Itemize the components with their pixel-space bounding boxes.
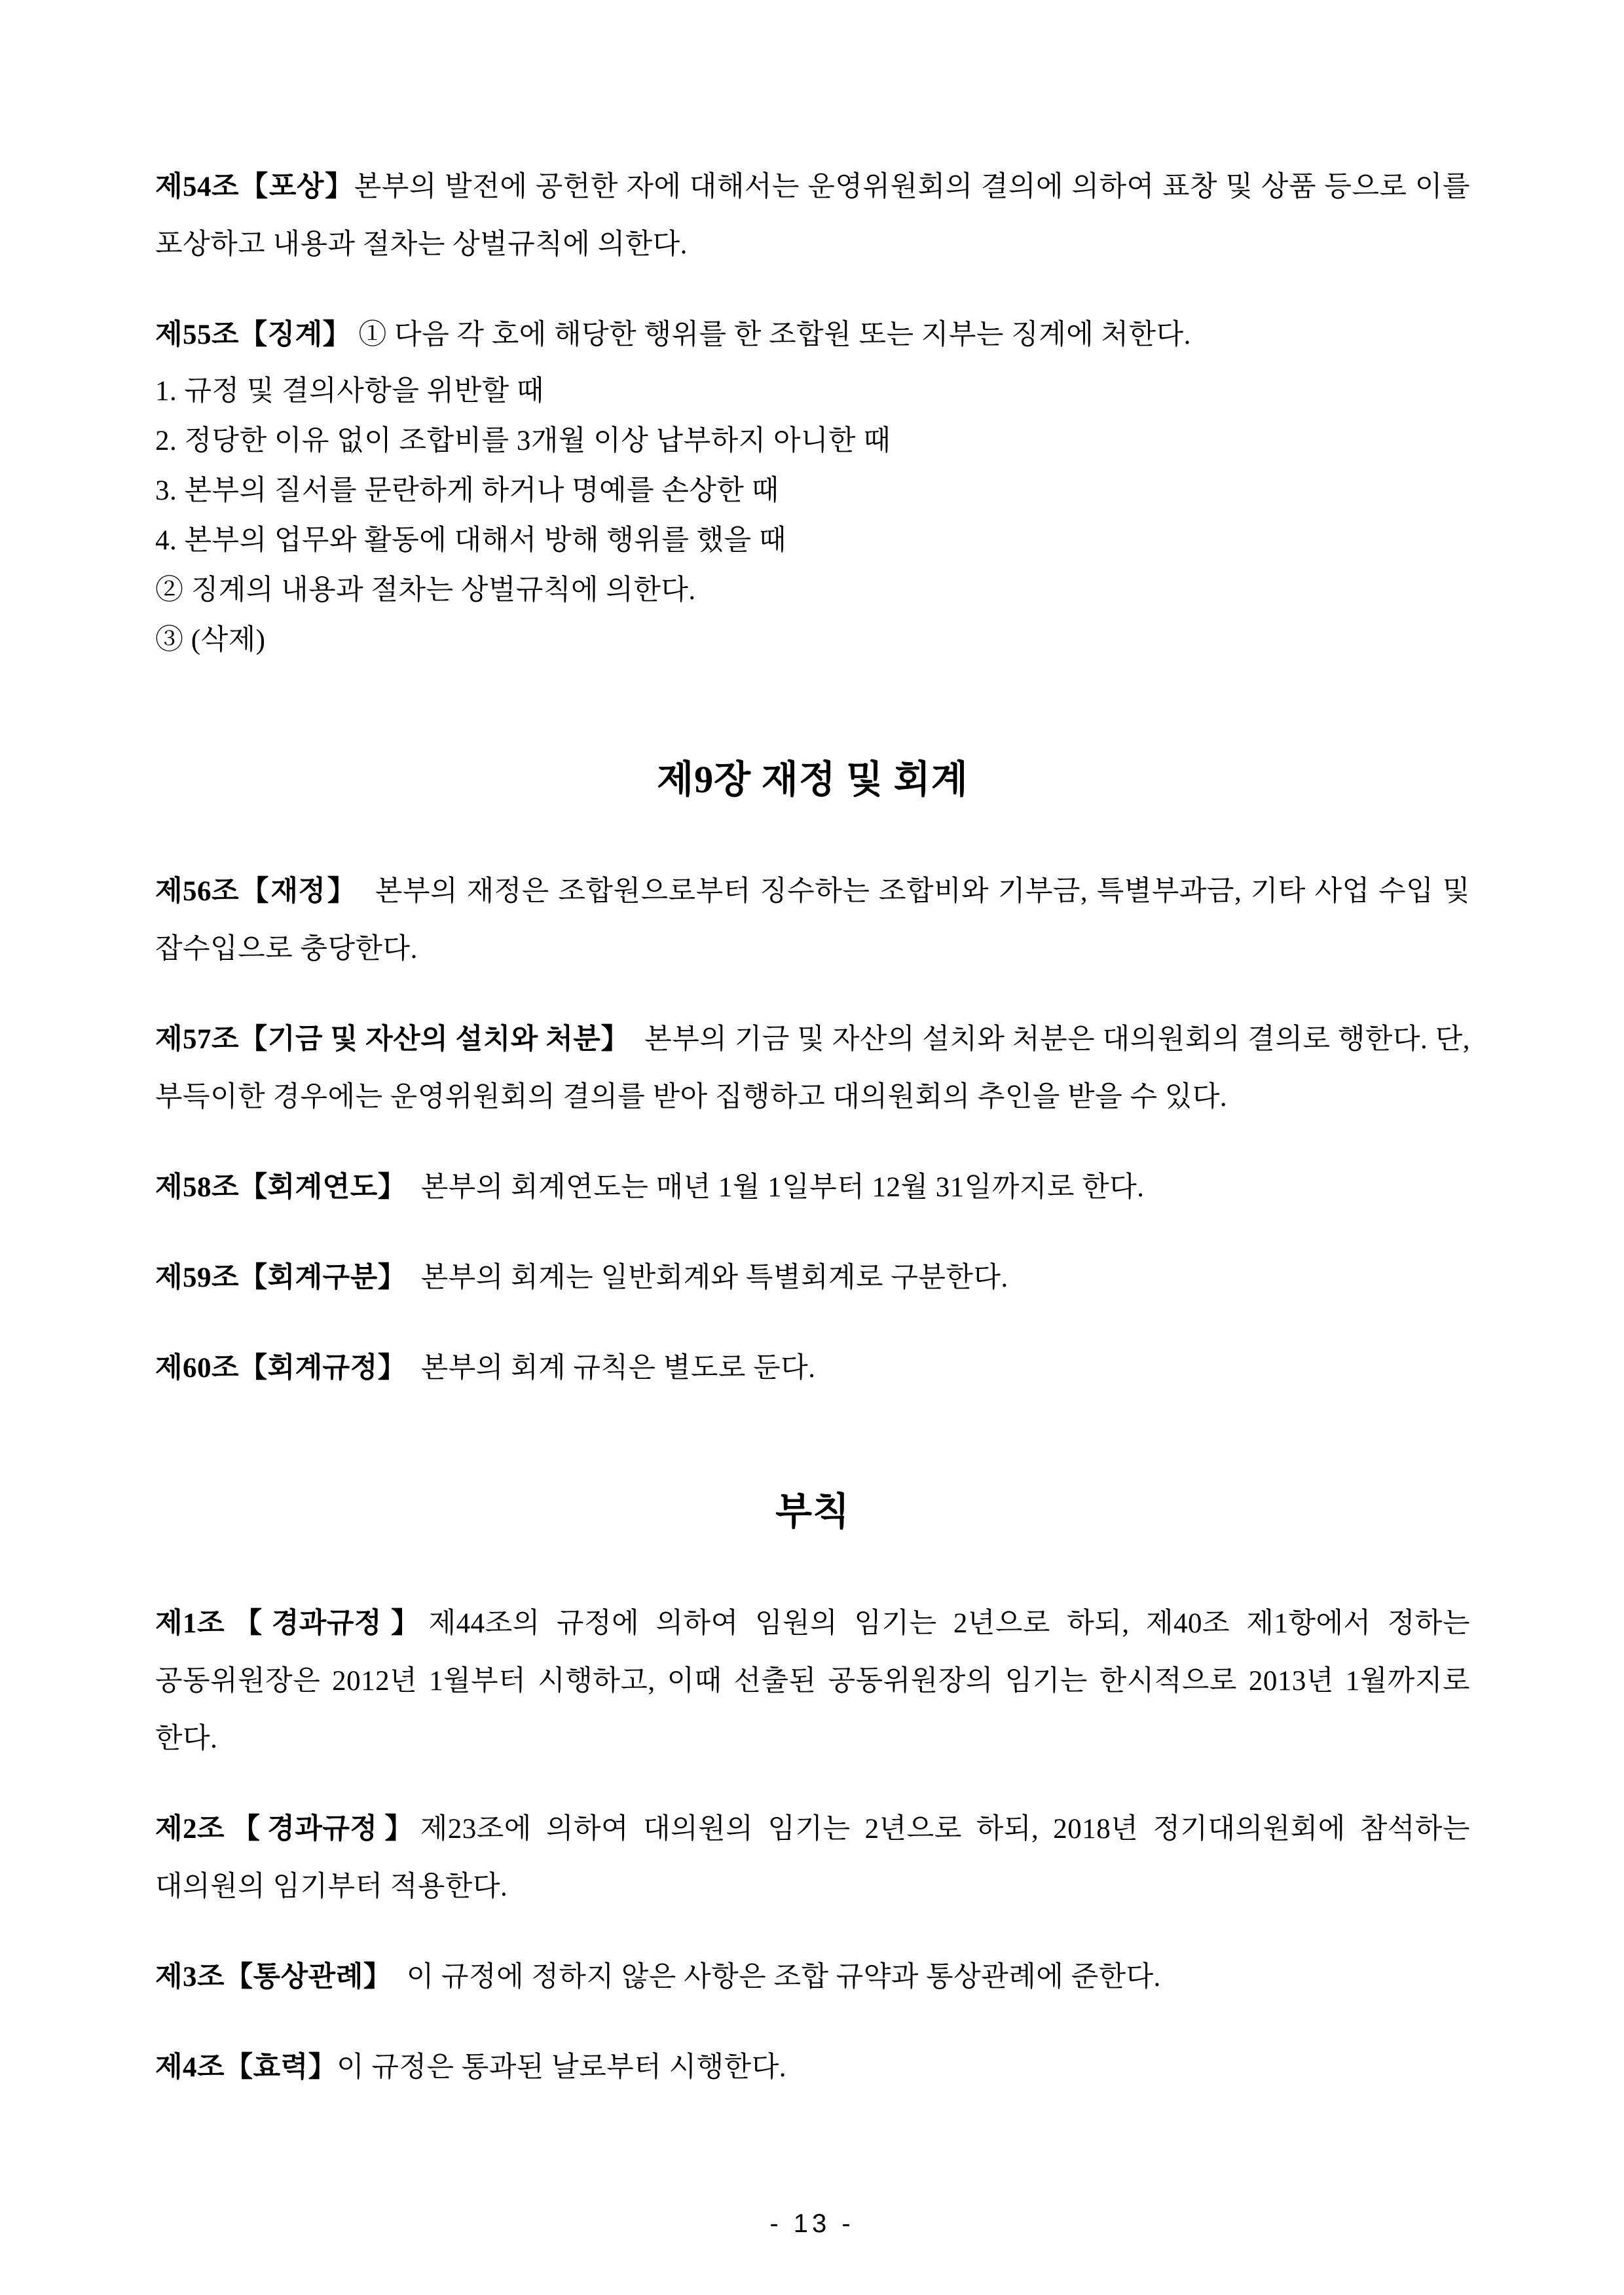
article-58 bbox=[155, 1159, 1470, 1217]
addendum-article-4-paragraph bbox=[155, 2039, 1470, 2097]
article-57 bbox=[155, 1011, 1470, 1126]
addendum-article-2-body: 제23조에 의하여 대의원의 임기는 2년으로 하되, 2018년 정기대의원회에 참석하는 대의원의 임기부터 적용한다. bbox=[155, 1814, 1470, 1902]
addendum-title: 부칙 bbox=[775, 1490, 851, 1533]
article-55-clause-sub2: ② 징계의 내용과 절차는 상벌규칙에 의한다. bbox=[155, 575, 696, 606]
addendum-article-1-heading: 제1조【경과규정】 bbox=[155, 1608, 429, 1639]
article-55-clause-2: 2. 정당한 이유 없이 조합비를 3개월 이상 납부하지 아니한 때 bbox=[155, 426, 891, 456]
article-55-clause-3: 3. 본부의 질서를 문란하게 하거나 명예를 손상한 때 bbox=[155, 475, 779, 506]
article-58-heading: 제58조【회계연도】 bbox=[155, 1172, 407, 1203]
article-55-clause-1: 1. 규정 및 결의사항을 위반할 때 bbox=[155, 376, 544, 407]
article-55-clause-4: 4. 본부의 업무와 활동에 대해서 방해 행위를 했을 때 bbox=[155, 525, 787, 556]
article-57-heading: 제57조【기금 및 자산의 설치와 처분】 bbox=[155, 1024, 630, 1055]
article-59-paragraph bbox=[155, 1249, 1470, 1307]
addendum-article-2-heading: 제2조【경과규정】 bbox=[155, 1814, 420, 1845]
article-58-paragraph bbox=[155, 1159, 1470, 1217]
article-59-heading: 제59조【회계구분】 bbox=[155, 1262, 407, 1293]
article-59 bbox=[155, 1249, 1470, 1307]
article-56-heading: 제56조【재정】 bbox=[155, 876, 358, 907]
article-54-body: 본부의 발전에 공헌한 자에 대해서는 운영위원회의 결의에 의하여 표창 및 상품 등으로 이를 포상하고 내용과 절차는 상벌규칙에 의한다. bbox=[155, 172, 1470, 260]
addendum-article-3-body: 이 규정에 정하지 않은 사항은 조합 규약과 통상관례에 준한다. bbox=[392, 1962, 1161, 1992]
article-57-body: 본부의 기금 및 자산의 설치와 처분은 대의원회의 결의로 행한다. 단, 부득이한 경우에는 운영위원회의 결의를 받아 집행하고 대의원회의 추인을 받을 수 있다. bbox=[155, 1024, 1470, 1112]
article-60-body: 본부의 회계 규칙은 별도로 둔다. bbox=[406, 1353, 816, 1384]
addendum-article-2 bbox=[155, 1801, 1470, 1916]
article-56-body: 본부의 재정은 조합원으로부터 징수하는 조합비와 기부금, 특별부과금, 기타 사업 수입 및 잡수입으로 충당한다. bbox=[155, 876, 1470, 964]
page-number: - 13 - bbox=[769, 2209, 855, 2238]
addendum-article-3-paragraph bbox=[155, 1949, 1470, 2006]
article-55-heading: 제55조【징계】 bbox=[155, 320, 352, 350]
article-60 bbox=[155, 1340, 1470, 1397]
article-54-heading: 제54조【포상】 bbox=[155, 172, 354, 202]
article-56-paragraph bbox=[155, 863, 1470, 978]
article-56 bbox=[155, 863, 1470, 978]
article-60-paragraph bbox=[155, 1340, 1470, 1397]
addendum-article-3-heading: 제3조【통상관례】 bbox=[155, 1962, 392, 1992]
article-55 bbox=[155, 306, 1470, 665]
article-54-paragraph bbox=[155, 158, 1470, 274]
article-58-body: 본부의 회계연도는 매년 1월 1일부터 12월 31일까지로 한다. bbox=[406, 1172, 1145, 1203]
addendum-article-1 bbox=[155, 1595, 1470, 1768]
article-54 bbox=[155, 158, 1470, 274]
article-55-clause-sub3: ③ (삭제) bbox=[155, 625, 266, 655]
addendum-article-2-paragraph bbox=[155, 1801, 1470, 1916]
article-59-body: 본부의 회계는 일반회계와 특별회계로 구분한다. bbox=[406, 1262, 1008, 1293]
addendum-article-4 bbox=[155, 2039, 1470, 2097]
addendum-article-1-body: 제44조의 규정에 의하여 임원의 임기는 2년으로 하되, 제40조 제1항에서 정하는 공동위원장은 2012년 1월부터 시행하고, 이때 선출된 공동위원장의 임기는 한시적으로 2013년 1월까지로 한다. bbox=[155, 1608, 1470, 1754]
addendum-article-4-heading: 제4조【효력】 bbox=[155, 2052, 337, 2083]
article-55-paragraph bbox=[155, 306, 1470, 364]
chapter-9-title: 제9장 재정 및 회계 bbox=[657, 758, 969, 801]
addendum-article-3 bbox=[155, 1949, 1470, 2006]
addendum-article-1-paragraph bbox=[155, 1595, 1470, 1768]
article-60-heading: 제60조【회계규정】 bbox=[155, 1353, 407, 1384]
article-55-body: ① 다음 각 호에 해당한 행위를 한 조합원 또는 지부는 징계에 처한다. bbox=[351, 320, 1191, 350]
article-57-paragraph bbox=[155, 1011, 1470, 1126]
addendum-article-4-body: 이 규정은 통과된 날로부터 시행한다. bbox=[337, 2052, 786, 2083]
article-55-clause-list bbox=[155, 367, 1470, 665]
